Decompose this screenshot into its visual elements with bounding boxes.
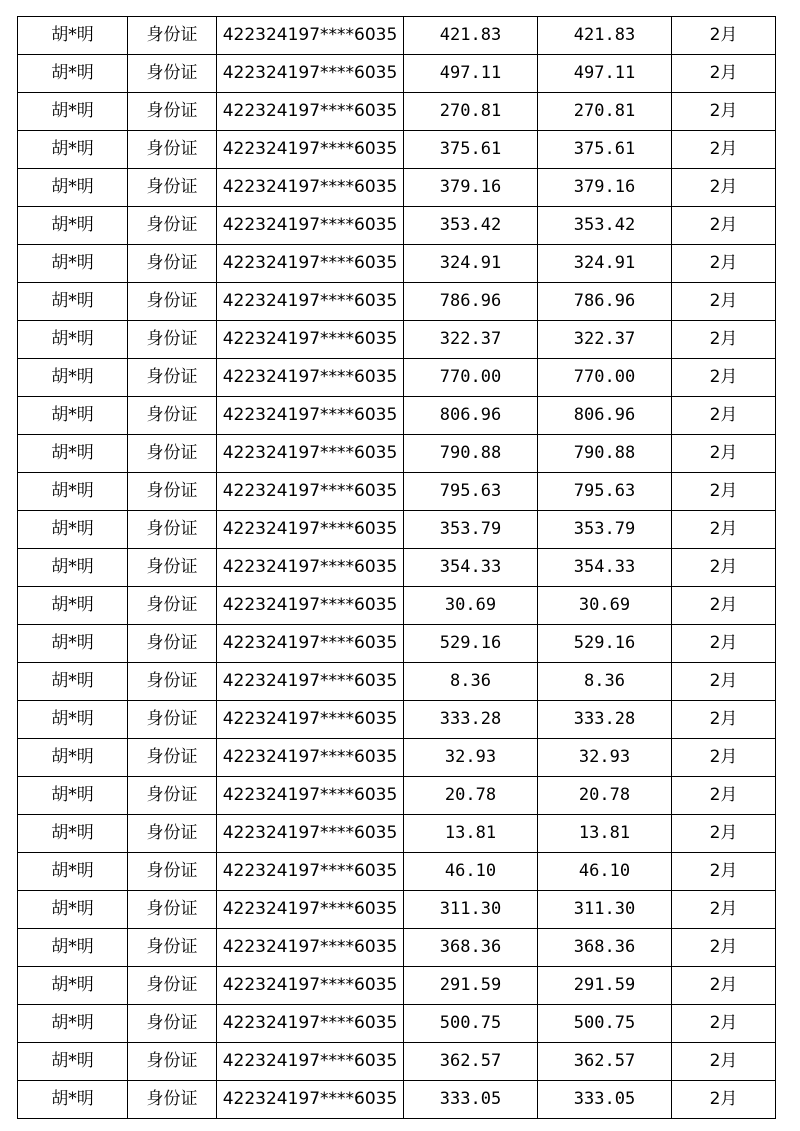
month-cell: 2月: [672, 929, 776, 967]
id-type-cell: 身份证: [128, 131, 217, 169]
id-type-cell: 身份证: [128, 549, 217, 587]
month-cell: 2月: [672, 739, 776, 777]
table-row: [18, 777, 776, 815]
id-type-cell: 身份证: [128, 739, 217, 777]
id-number-cell: 422324197****6035: [217, 815, 404, 853]
name-cell: 胡*明: [18, 853, 128, 891]
table-row: [18, 169, 776, 207]
month-cell: 2月: [672, 1043, 776, 1081]
amount-cell: 13.81: [404, 815, 538, 853]
table-row: [18, 245, 776, 283]
month-cell: 2月: [672, 663, 776, 701]
name-cell: 胡*明: [18, 625, 128, 663]
name-cell: 胡*明: [18, 549, 128, 587]
amount-cell: 324.91: [404, 245, 538, 283]
id-type-cell: 身份证: [128, 929, 217, 967]
amount-cell: 362.57: [404, 1043, 538, 1081]
amount-cell: 291.59: [404, 967, 538, 1005]
amount-cell: 46.10: [404, 853, 538, 891]
name-cell: 胡*明: [18, 1005, 128, 1043]
amount-paid-cell: 324.91: [538, 245, 672, 283]
id-number-cell: 422324197****6035: [217, 207, 404, 245]
id-type-cell: 身份证: [128, 397, 217, 435]
month-cell: 2月: [672, 511, 776, 549]
table-row: [18, 625, 776, 663]
table-row: [18, 473, 776, 511]
amount-cell: 353.79: [404, 511, 538, 549]
id-type-cell: 身份证: [128, 967, 217, 1005]
id-type-cell: 身份证: [128, 815, 217, 853]
name-cell: 胡*明: [18, 17, 128, 55]
payment-table-body: [18, 17, 776, 1119]
amount-paid-cell: 362.57: [538, 1043, 672, 1081]
month-cell: 2月: [672, 891, 776, 929]
table-row: [18, 587, 776, 625]
id-number-cell: 422324197****6035: [217, 587, 404, 625]
id-type-cell: 身份证: [128, 511, 217, 549]
amount-paid-cell: 333.28: [538, 701, 672, 739]
table-row: [18, 967, 776, 1005]
amount-cell: 8.36: [404, 663, 538, 701]
name-cell: 胡*明: [18, 815, 128, 853]
month-cell: 2月: [672, 321, 776, 359]
id-number-cell: 422324197****6035: [217, 663, 404, 701]
table-row: [18, 549, 776, 587]
table-row: [18, 815, 776, 853]
name-cell: 胡*明: [18, 967, 128, 1005]
amount-cell: 20.78: [404, 777, 538, 815]
amount-paid-cell: 497.11: [538, 55, 672, 93]
amount-paid-cell: 13.81: [538, 815, 672, 853]
id-type-cell: 身份证: [128, 321, 217, 359]
amount-cell: 770.00: [404, 359, 538, 397]
amount-paid-cell: 333.05: [538, 1081, 672, 1119]
id-number-cell: 422324197****6035: [217, 435, 404, 473]
name-cell: 胡*明: [18, 587, 128, 625]
name-cell: 胡*明: [18, 207, 128, 245]
month-cell: 2月: [672, 625, 776, 663]
id-type-cell: 身份证: [128, 891, 217, 929]
id-number-cell: 422324197****6035: [217, 777, 404, 815]
id-type-cell: 身份证: [128, 1043, 217, 1081]
id-type-cell: 身份证: [128, 1081, 217, 1119]
id-type-cell: 身份证: [128, 663, 217, 701]
amount-cell: 311.30: [404, 891, 538, 929]
id-number-cell: 422324197****6035: [217, 473, 404, 511]
amount-paid-cell: 770.00: [538, 359, 672, 397]
amount-paid-cell: 354.33: [538, 549, 672, 587]
amount-cell: 500.75: [404, 1005, 538, 1043]
id-type-cell: 身份证: [128, 473, 217, 511]
table-row: [18, 663, 776, 701]
id-number-cell: 422324197****6035: [217, 853, 404, 891]
id-type-cell: 身份证: [128, 17, 217, 55]
table-row: [18, 321, 776, 359]
amount-cell: 497.11: [404, 55, 538, 93]
name-cell: 胡*明: [18, 55, 128, 93]
amount-cell: 529.16: [404, 625, 538, 663]
amount-cell: 786.96: [404, 283, 538, 321]
month-cell: 2月: [672, 397, 776, 435]
amount-paid-cell: 20.78: [538, 777, 672, 815]
amount-paid-cell: 368.36: [538, 929, 672, 967]
name-cell: 胡*明: [18, 1081, 128, 1119]
id-type-cell: 身份证: [128, 93, 217, 131]
amount-paid-cell: 270.81: [538, 93, 672, 131]
amount-cell: 333.28: [404, 701, 538, 739]
month-cell: 2月: [672, 1081, 776, 1119]
id-number-cell: 422324197****6035: [217, 1043, 404, 1081]
id-number-cell: 422324197****6035: [217, 283, 404, 321]
amount-paid-cell: 500.75: [538, 1005, 672, 1043]
id-number-cell: 422324197****6035: [217, 17, 404, 55]
amount-cell: 322.37: [404, 321, 538, 359]
amount-cell: 375.61: [404, 131, 538, 169]
amount-cell: 333.05: [404, 1081, 538, 1119]
amount-paid-cell: 30.69: [538, 587, 672, 625]
amount-cell: 32.93: [404, 739, 538, 777]
month-cell: 2月: [672, 55, 776, 93]
table-row: [18, 435, 776, 473]
amount-cell: 379.16: [404, 169, 538, 207]
table-row: [18, 17, 776, 55]
id-type-cell: 身份证: [128, 1005, 217, 1043]
id-type-cell: 身份证: [128, 207, 217, 245]
amount-paid-cell: 786.96: [538, 283, 672, 321]
payment-table: [17, 16, 776, 1119]
id-number-cell: 422324197****6035: [217, 169, 404, 207]
id-number-cell: 422324197****6035: [217, 1081, 404, 1119]
amount-paid-cell: 375.61: [538, 131, 672, 169]
amount-cell: 368.36: [404, 929, 538, 967]
name-cell: 胡*明: [18, 1043, 128, 1081]
amount-paid-cell: 353.42: [538, 207, 672, 245]
id-number-cell: 422324197****6035: [217, 1005, 404, 1043]
amount-paid-cell: 421.83: [538, 17, 672, 55]
id-type-cell: 身份证: [128, 701, 217, 739]
id-number-cell: 422324197****6035: [217, 131, 404, 169]
id-type-cell: 身份证: [128, 169, 217, 207]
table-row: [18, 853, 776, 891]
amount-cell: 806.96: [404, 397, 538, 435]
name-cell: 胡*明: [18, 131, 128, 169]
table-row: [18, 397, 776, 435]
id-number-cell: 422324197****6035: [217, 701, 404, 739]
table-row: [18, 131, 776, 169]
amount-cell: 795.63: [404, 473, 538, 511]
name-cell: 胡*明: [18, 663, 128, 701]
amount-cell: 270.81: [404, 93, 538, 131]
id-type-cell: 身份证: [128, 55, 217, 93]
name-cell: 胡*明: [18, 397, 128, 435]
id-number-cell: 422324197****6035: [217, 891, 404, 929]
table-row: [18, 1005, 776, 1043]
month-cell: 2月: [672, 245, 776, 283]
id-number-cell: 422324197****6035: [217, 625, 404, 663]
amount-cell: 790.88: [404, 435, 538, 473]
table-row: [18, 1081, 776, 1119]
id-type-cell: 身份证: [128, 283, 217, 321]
name-cell: 胡*明: [18, 777, 128, 815]
table-row: [18, 93, 776, 131]
amount-cell: 421.83: [404, 17, 538, 55]
id-number-cell: 422324197****6035: [217, 359, 404, 397]
table-row: [18, 55, 776, 93]
table-row: [18, 207, 776, 245]
name-cell: 胡*明: [18, 929, 128, 967]
month-cell: 2月: [672, 549, 776, 587]
id-number-cell: 422324197****6035: [217, 245, 404, 283]
id-number-cell: 422324197****6035: [217, 967, 404, 1005]
id-number-cell: 422324197****6035: [217, 511, 404, 549]
name-cell: 胡*明: [18, 701, 128, 739]
amount-paid-cell: 379.16: [538, 169, 672, 207]
table-row: [18, 739, 776, 777]
month-cell: 2月: [672, 587, 776, 625]
table-row: [18, 359, 776, 397]
amount-paid-cell: 291.59: [538, 967, 672, 1005]
amount-paid-cell: 46.10: [538, 853, 672, 891]
id-type-cell: 身份证: [128, 245, 217, 283]
id-number-cell: 422324197****6035: [217, 739, 404, 777]
id-number-cell: 422324197****6035: [217, 93, 404, 131]
month-cell: 2月: [672, 815, 776, 853]
id-number-cell: 422324197****6035: [217, 549, 404, 587]
month-cell: 2月: [672, 17, 776, 55]
amount-cell: 30.69: [404, 587, 538, 625]
table-row: [18, 891, 776, 929]
name-cell: 胡*明: [18, 93, 128, 131]
id-type-cell: 身份证: [128, 777, 217, 815]
name-cell: 胡*明: [18, 511, 128, 549]
name-cell: 胡*明: [18, 359, 128, 397]
table-row: [18, 929, 776, 967]
amount-paid-cell: 790.88: [538, 435, 672, 473]
month-cell: 2月: [672, 473, 776, 511]
month-cell: 2月: [672, 435, 776, 473]
amount-paid-cell: 353.79: [538, 511, 672, 549]
amount-paid-cell: 8.36: [538, 663, 672, 701]
month-cell: 2月: [672, 777, 776, 815]
amount-paid-cell: 322.37: [538, 321, 672, 359]
name-cell: 胡*明: [18, 891, 128, 929]
table-row: [18, 511, 776, 549]
name-cell: 胡*明: [18, 321, 128, 359]
name-cell: 胡*明: [18, 283, 128, 321]
amount-paid-cell: 795.63: [538, 473, 672, 511]
table-row: [18, 701, 776, 739]
name-cell: 胡*明: [18, 739, 128, 777]
id-type-cell: 身份证: [128, 435, 217, 473]
name-cell: 胡*明: [18, 245, 128, 283]
id-number-cell: 422324197****6035: [217, 55, 404, 93]
id-type-cell: 身份证: [128, 587, 217, 625]
month-cell: 2月: [672, 131, 776, 169]
amount-paid-cell: 529.16: [538, 625, 672, 663]
table-row: [18, 283, 776, 321]
id-type-cell: 身份证: [128, 359, 217, 397]
month-cell: 2月: [672, 93, 776, 131]
name-cell: 胡*明: [18, 435, 128, 473]
amount-cell: 353.42: [404, 207, 538, 245]
amount-paid-cell: 806.96: [538, 397, 672, 435]
month-cell: 2月: [672, 1005, 776, 1043]
id-type-cell: 身份证: [128, 853, 217, 891]
id-number-cell: 422324197****6035: [217, 397, 404, 435]
month-cell: 2月: [672, 853, 776, 891]
month-cell: 2月: [672, 169, 776, 207]
month-cell: 2月: [672, 283, 776, 321]
name-cell: 胡*明: [18, 473, 128, 511]
month-cell: 2月: [672, 207, 776, 245]
name-cell: 胡*明: [18, 169, 128, 207]
month-cell: 2月: [672, 701, 776, 739]
table-row: [18, 1043, 776, 1081]
month-cell: 2月: [672, 967, 776, 1005]
amount-cell: 354.33: [404, 549, 538, 587]
id-type-cell: 身份证: [128, 625, 217, 663]
amount-paid-cell: 311.30: [538, 891, 672, 929]
id-number-cell: 422324197****6035: [217, 321, 404, 359]
amount-paid-cell: 32.93: [538, 739, 672, 777]
id-number-cell: 422324197****6035: [217, 929, 404, 967]
month-cell: 2月: [672, 359, 776, 397]
